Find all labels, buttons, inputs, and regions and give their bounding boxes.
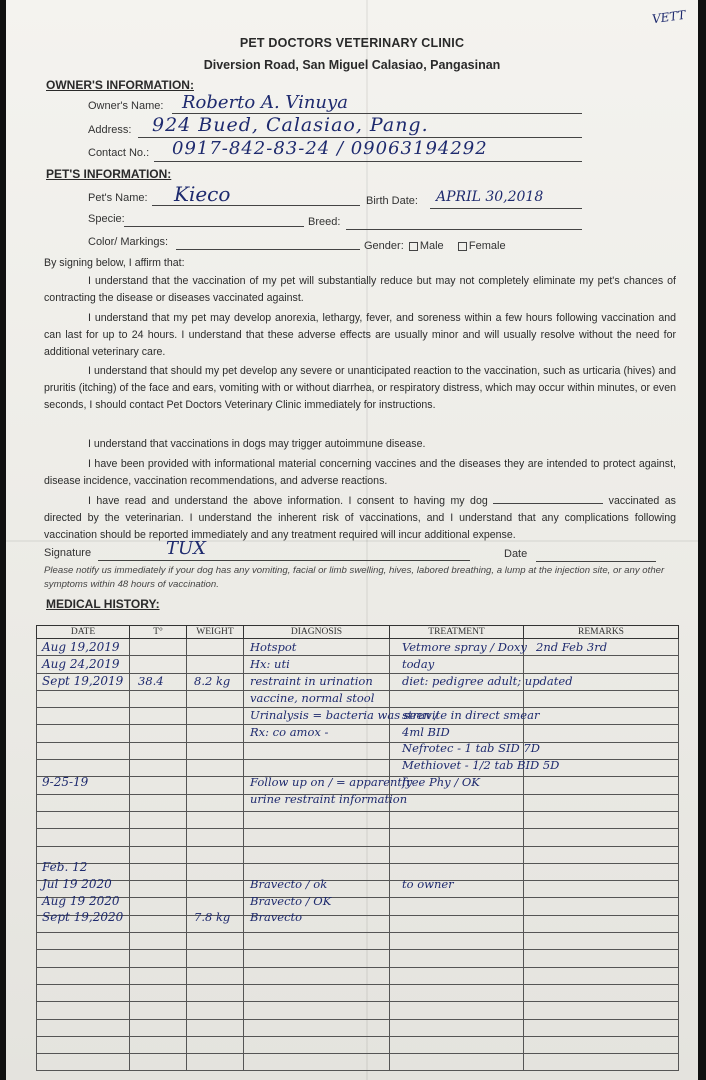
cell-temp[interactable] [130,690,187,707]
owner-name-label: Owner's Name: [88,100,164,112]
date-line [536,561,656,562]
cell-remarks[interactable] [524,725,679,742]
contact-value[interactable]: 0917-842-83-24 / 09063194292 [172,138,488,159]
cell-remarks[interactable] [524,742,679,759]
cell-treatment[interactable] [390,1054,524,1071]
entry-remarks: 2nd Feb 3rd [536,640,608,654]
cell-remarks[interactable] [524,933,679,950]
consent-paragraph-2: I understand that my pet may develop anorexia, lethargy, fever, and soreness within a few hours following vaccination and can last for up to 24 hours. I understand that these adverse effects are usually minor and will usually resolve without the need for additional veterinary care. [44,312,676,359]
cell-temp[interactable] [130,881,187,898]
table-row [37,725,679,742]
entry-temp: 38.4 [138,673,164,688]
cell-weight[interactable] [187,1019,244,1036]
cell-diagnosis[interactable] [244,1036,390,1053]
table-header-row [37,626,679,639]
cell-diagnosis[interactable] [244,950,390,967]
cell-temp[interactable] [130,1054,187,1071]
male-checkbox[interactable] [409,242,418,251]
entry-diagnosis: vaccine, normal stool [250,690,375,705]
cell-diagnosis[interactable] [244,967,390,984]
cell-remarks[interactable] [524,656,679,673]
date-label: Date [504,548,528,560]
table-row [37,1002,679,1019]
cell-weight[interactable] [187,1054,244,1071]
cell-temp[interactable] [130,984,187,1001]
table-row [37,846,679,863]
cell-temp[interactable] [130,656,187,673]
signature-line [98,560,470,561]
consent-paragraph-6-end: vaccinated as directed by the veterinarian. I understand the inherent risk of vaccinations, and I understand that any complications following vaccination should be reported immediately and any treatment required will incur additional expense. [44,495,676,542]
column-header-weight: WEIGHT [187,626,244,639]
cell-treatment[interactable] [390,829,524,846]
gender-label: Gender: [364,240,404,252]
cell-diagnosis[interactable] [244,742,390,759]
table-row [37,863,679,880]
cell-remarks[interactable] [524,690,679,707]
pet-name-value[interactable]: Kieco [174,182,231,206]
cell-weight[interactable] [187,933,244,950]
entry-diagnosis: Follow up on / = apparently [250,775,413,790]
table-row [37,967,679,984]
cell-date[interactable] [37,1019,130,1036]
corner-note: VETT [651,7,687,27]
cell-remarks[interactable] [524,1019,679,1036]
entry-treatment: Methiovet - 1/2 tab BID 5D [402,758,560,773]
entry-date: Feb. 12 [42,859,88,874]
species-line [124,226,304,227]
cell-temp[interactable] [130,777,187,794]
cell-treatment[interactable] [390,1019,524,1036]
cell-date[interactable] [37,725,130,742]
cell-remarks[interactable] [524,881,679,898]
contact-label: Contact No.: [88,147,150,159]
cell-date[interactable] [37,967,130,984]
entry-treatment: diet: pedigree adult; updated [402,673,573,688]
cell-date[interactable] [37,708,130,725]
cell-weight[interactable] [187,639,244,656]
pet-section-title: PET'S INFORMATION: [46,167,172,181]
table-row [37,950,679,967]
table-row [37,915,679,932]
male-label: Male [419,240,444,252]
cell-diagnosis[interactable] [244,933,390,950]
cell-date[interactable] [37,794,130,811]
cell-weight[interactable] [187,690,244,707]
cell-diagnosis[interactable] [244,984,390,1001]
entry-diagnosis: Hotspot [250,640,297,654]
table-row [37,1019,679,1036]
cell-date[interactable] [37,984,130,1001]
cell-treatment[interactable] [390,933,524,950]
table-row [37,933,679,950]
cell-date[interactable] [37,690,130,707]
column-header-date: DATE [37,626,130,639]
column-header-diagnosis: DIAGNOSIS [244,626,390,639]
cell-temp[interactable] [130,708,187,725]
entry-treatment: today [402,656,435,671]
table-row [37,1036,679,1053]
cell-temp[interactable] [130,829,187,846]
cell-remarks[interactable] [524,967,679,984]
owner-address-value[interactable]: 924 Bued, Calasiao, Pang. [152,114,429,136]
table-row [37,881,679,898]
entry-diagnosis: restraint in urination [250,673,373,688]
consent-paragraph-5: I have been provided with informational material concerning vaccines and the diseases they are intended to protect against, disease incidence, vaccination recommendations, and adverse reactions. [44,458,676,488]
cell-temp[interactable] [130,898,187,915]
entry-treatment: Nefrotec - 1 tab SID 7D [402,741,540,756]
consent-paragraph-4: I understand that vaccinations in dogs may trigger autoimmune disease. [88,438,426,450]
cell-treatment[interactable] [390,846,524,863]
clinic-name: PET DOCTORS VETERINARY CLINIC [239,36,465,50]
symptom-notice: Please notify us immediately if your dog has any vomiting, facial or limb swelling, hives, labored breathing, a lump at the injection site, or any other symptoms within 48 hours of vaccination. [44,565,665,590]
owner-address-label: Address: [88,124,132,136]
entry-treatment: struvite in direct smear [402,707,540,722]
birth-date-label: Birth Date: [366,195,418,207]
cell-treatment[interactable] [390,967,524,984]
contact-line [154,161,582,162]
cell-temp[interactable] [130,811,187,828]
species-label: Specie: [88,213,125,225]
cell-temp[interactable] [130,863,187,880]
cell-temp[interactable] [130,846,187,863]
cell-date[interactable] [37,1054,130,1071]
cell-treatment[interactable] [390,690,524,707]
cell-weight[interactable] [187,708,244,725]
table-row [37,1054,679,1071]
cell-treatment[interactable] [390,811,524,828]
cell-weight[interactable] [187,967,244,984]
medical-section-title: MEDICAL HISTORY: [46,597,160,611]
cell-weight[interactable] [187,846,244,863]
cell-temp[interactable] [130,725,187,742]
pet-name-label: Pet's Name: [88,192,148,204]
cell-remarks[interactable] [524,811,679,828]
cell-diagnosis[interactable] [244,1054,390,1071]
cell-date[interactable] [37,1036,130,1053]
cell-weight[interactable] [187,777,244,794]
entry-treatment: Vetmore spray / Doxy [402,640,527,654]
cell-weight[interactable] [187,863,244,880]
cell-weight[interactable] [187,760,244,777]
cell-temp[interactable] [130,794,187,811]
cell-remarks[interactable] [524,984,679,1001]
cell-temp[interactable] [130,967,187,984]
cell-date[interactable] [37,950,130,967]
cell-remarks[interactable] [524,829,679,846]
table-row [37,984,679,1001]
cell-treatment[interactable] [390,915,524,932]
cell-date[interactable] [37,829,130,846]
cell-remarks[interactable] [524,794,679,811]
entry-diagnosis: Hx: uti [250,656,290,671]
consent-paragraph-3: I understand that should my pet develop any severe or unanticipated reaction to the vaccination, such as urticaria (hives) and pruritis (itching) of the face and ears, vomiting with or without diarrhea, or respiratory distress, which may occur within minutes, or even seconds, I should contact Pet Doctors Veterinary Clinic immediately for instructions. [44,365,676,412]
cell-remarks[interactable] [524,915,679,932]
dog-vaccine-blank[interactable] [493,503,603,504]
table-row [37,656,679,673]
entry-date: Aug 19 2020 [42,893,120,908]
female-label: Female [468,240,506,252]
cell-temp[interactable] [130,915,187,932]
entry-weight: 8.2 kg [194,673,231,688]
female-checkbox[interactable] [458,242,467,251]
breed-label: Breed: [308,216,341,228]
consent-paragraph-6-start: I have read and understand the above information. I consent to having my dog [88,495,488,507]
cell-temp[interactable] [130,639,187,656]
cell-weight[interactable] [187,1036,244,1053]
entry-diagnosis: urine restraint information [250,792,408,807]
cell-treatment[interactable] [390,794,524,811]
cell-treatment[interactable] [390,984,524,1001]
cell-treatment[interactable] [390,898,524,915]
cell-temp[interactable] [130,1002,187,1019]
cell-temp[interactable] [130,933,187,950]
cell-diagnosis[interactable] [244,1019,390,1036]
owner-name-value[interactable]: Roberto A. Vinuya [182,92,348,113]
table-row [37,742,679,759]
cell-temp[interactable] [130,1019,187,1036]
cell-date[interactable] [37,742,130,759]
cell-remarks[interactable] [524,863,679,880]
consent-paragraph-6 [44,493,676,545]
color-markings-label: Color/ Markings: [88,236,169,248]
vaccination-consent-form [6,0,698,1080]
signature-label: Signature [44,547,92,559]
cell-remarks[interactable] [524,708,679,725]
signature-mark[interactable]: TUX [166,538,206,559]
entry-date: Sept 19,2020 [42,910,124,925]
cell-temp[interactable] [130,950,187,967]
owner-section-title: OWNER'S INFORMATION: [46,78,194,92]
cell-remarks[interactable] [524,950,679,967]
table-row [37,898,679,915]
cell-date[interactable] [37,933,130,950]
column-header-remarks: REMARKS [524,626,679,639]
entry-treatment: free Phy / OK [402,775,480,790]
entry-diagnosis: Rx: co amox - [250,724,329,739]
cell-temp[interactable] [130,1036,187,1053]
birth-date-value[interactable]: APRIL 30,2018 [436,189,544,205]
cell-diagnosis[interactable] [244,1002,390,1019]
cell-diagnosis[interactable] [244,846,390,863]
breed-line [346,229,582,230]
birth-date-line [430,208,582,209]
cell-remarks[interactable] [524,777,679,794]
cell-remarks[interactable] [524,846,679,863]
cell-weight[interactable] [187,656,244,673]
entry-treatment: 4ml BID [402,724,450,739]
cell-diagnosis[interactable] [244,811,390,828]
cell-weight[interactable] [187,984,244,1001]
entry-date: Jul 19 2020 [42,876,112,891]
entry-diagnosis: Urinalysis = bacteria was seen / [250,707,439,722]
consent-intro: By signing below, I affirm that: [44,257,185,269]
cell-weight[interactable] [187,794,244,811]
entry-date: 9-25-19 [42,775,89,790]
cell-weight[interactable] [187,950,244,967]
column-header-temperature: T° [130,626,187,639]
entry-diagnosis: Bravecto [250,910,303,925]
gender-field [364,240,506,252]
cell-weight[interactable] [187,811,244,828]
cell-weight[interactable] [187,725,244,742]
cell-date[interactable] [37,811,130,828]
entry-date: Sept 19,2019 [42,673,124,688]
entry-date: Aug 24,2019 [42,656,120,671]
cell-weight[interactable] [187,742,244,759]
cell-remarks[interactable] [524,898,679,915]
table-row [37,829,679,846]
clinic-address: Diversion Road, San Miguel Calasiao, Pangasinan [203,58,501,72]
entry-diagnosis: Bravecto / OK [250,893,332,908]
cell-date[interactable] [37,1002,130,1019]
entry-treatment: to owner [402,876,454,891]
cell-remarks[interactable] [524,1002,679,1019]
cell-weight[interactable] [187,829,244,846]
color-markings-line [176,249,360,250]
cell-weight[interactable] [187,1002,244,1019]
entry-weight: 7.8 kg [194,910,231,925]
cell-temp[interactable] [130,742,187,759]
cell-treatment[interactable] [390,1002,524,1019]
cell-weight[interactable] [187,881,244,898]
cell-remarks[interactable] [524,1054,679,1071]
cell-treatment[interactable] [390,950,524,967]
entry-diagnosis: Bravecto / ok [250,876,328,891]
cell-remarks[interactable] [524,1036,679,1053]
cell-diagnosis[interactable] [244,829,390,846]
entry-date: Aug 19,2019 [42,640,120,654]
cell-temp[interactable] [130,760,187,777]
cell-treatment[interactable] [390,1036,524,1053]
consent-paragraph-1: I understand that the vaccination of my pet will substantially reduce but may not completely eliminate my pet's chances of contracting the disease or diseases vaccinated against. [44,275,676,305]
table-row [37,811,679,828]
column-header-treatment: TREATMENT [390,626,524,639]
